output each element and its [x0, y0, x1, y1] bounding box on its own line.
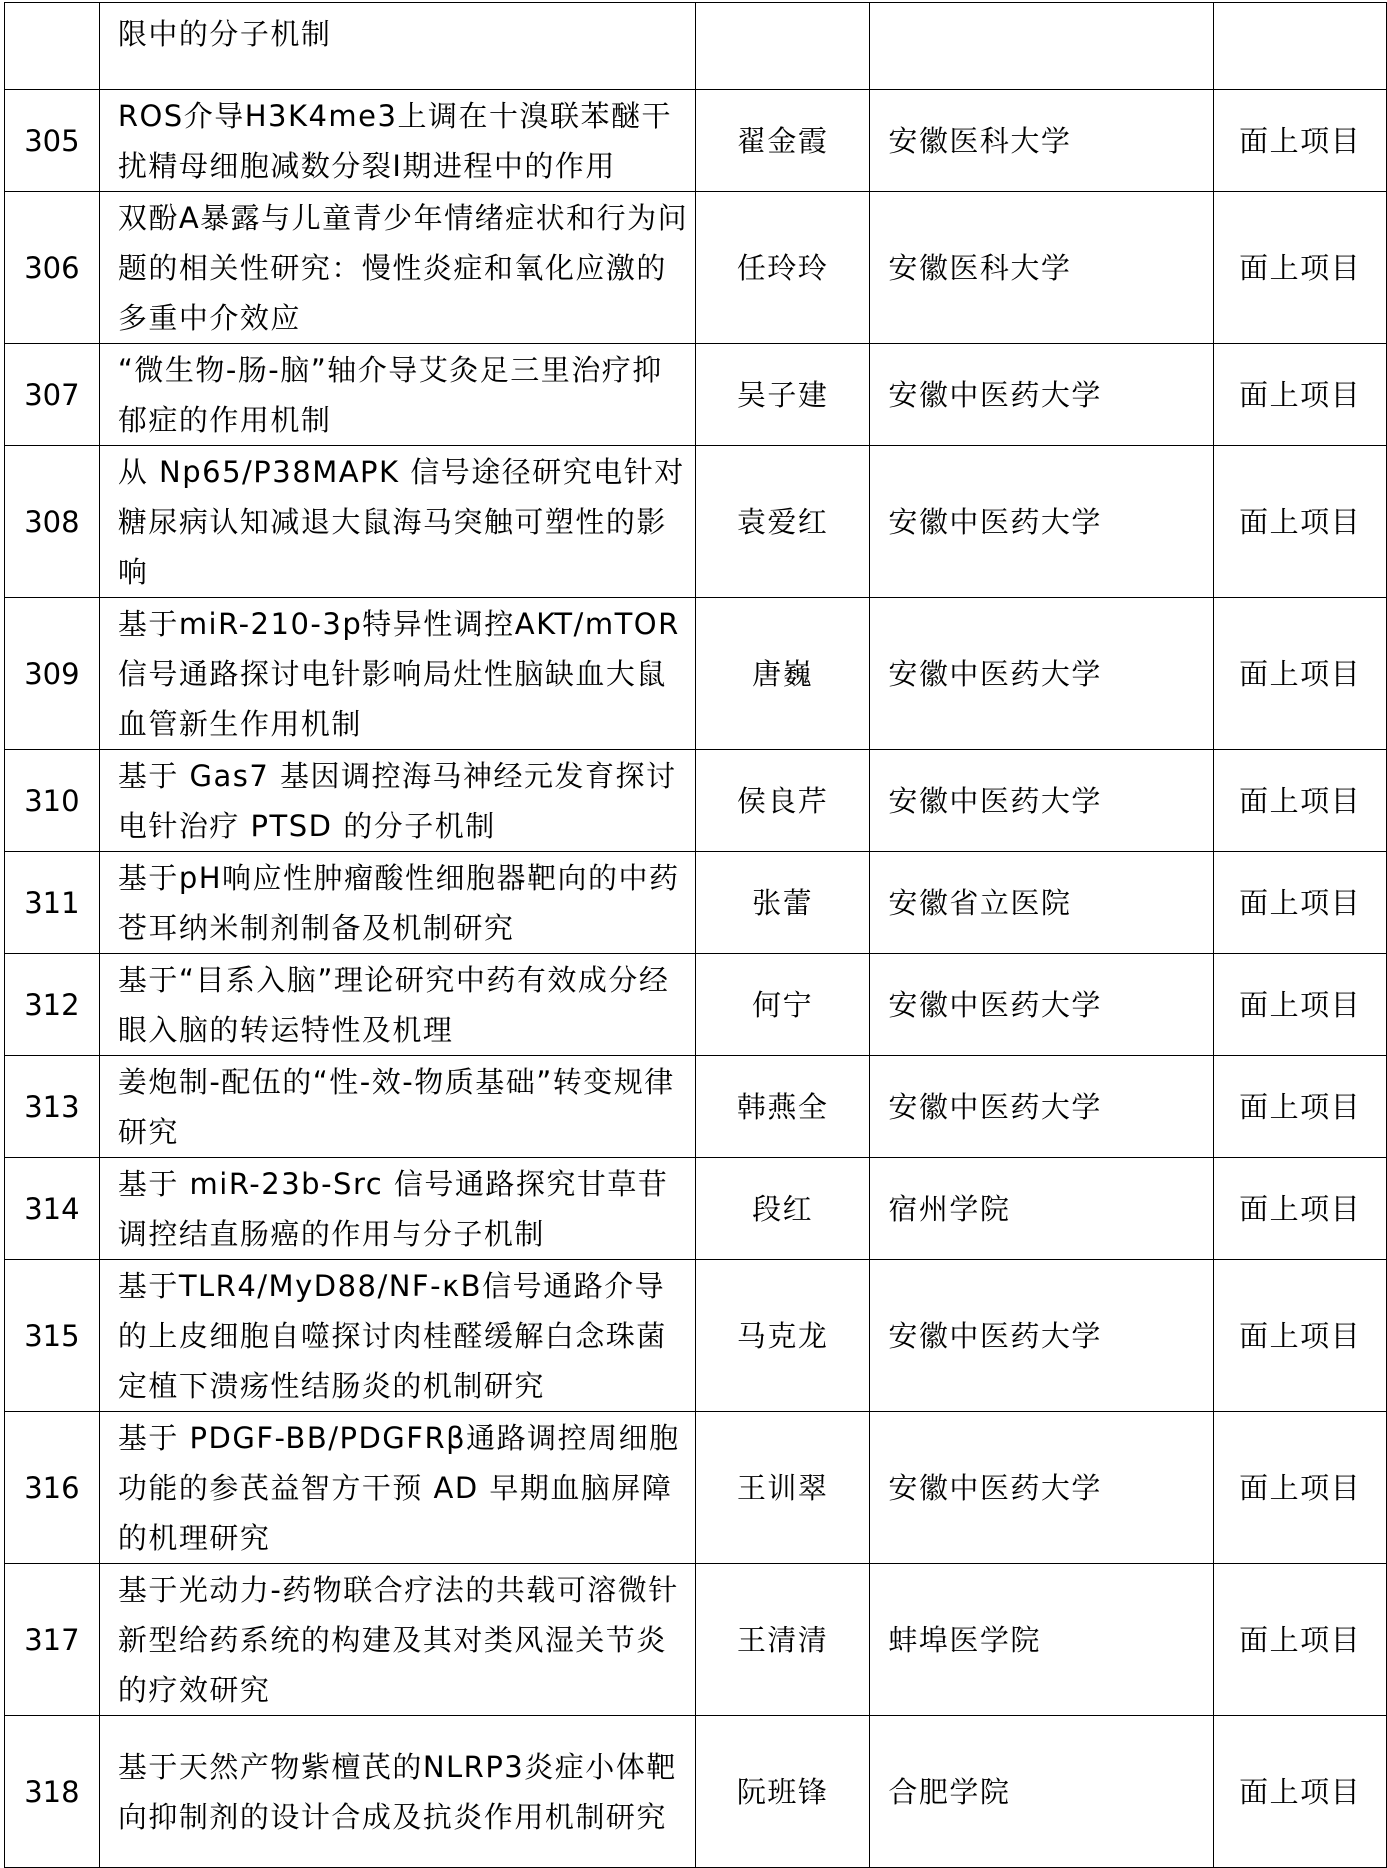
project-title-cell: 从 Np65/P38MAPK 信号途径研究电针对糖尿病认知减退大鼠海马突触可塑性的影响: [99, 446, 695, 598]
institution-cell: 蚌埠医学院: [870, 1564, 1214, 1716]
project-number-cell: 309: [5, 598, 100, 750]
project-title-cell: 限中的分子机制: [99, 3, 695, 90]
project-type-cell: 面上项目: [1214, 344, 1387, 446]
institution-cell: 合肥学院: [870, 1716, 1214, 1868]
project-leader-cell: 任玲玲: [695, 192, 870, 344]
table-row: [5, 750, 1387, 852]
project-type-cell: 面上项目: [1214, 1158, 1387, 1260]
project-number-cell: 311: [5, 852, 100, 954]
project-type-cell: [1214, 3, 1387, 90]
project-leader-cell: 吴子建: [695, 344, 870, 446]
institution-cell: 安徽中医药大学: [870, 598, 1214, 750]
institution-cell: 安徽中医药大学: [870, 1056, 1214, 1158]
project-leader-cell: 阮班锋: [695, 1716, 870, 1868]
project-title-cell: 基于天然产物紫檀芪的NLRP3炎症小体靶向抑制剂的设计合成及抗炎作用机制研究: [99, 1716, 695, 1868]
project-list-table: [4, 2, 1387, 1868]
project-leader-cell: 唐巍: [695, 598, 870, 750]
project-title-cell: 基于 Gas7 基因调控海马神经元发育探讨电针治疗 PTSD 的分子机制: [99, 750, 695, 852]
project-leader-cell: 张蕾: [695, 852, 870, 954]
institution-cell: 安徽中医药大学: [870, 446, 1214, 598]
project-number-cell: 313: [5, 1056, 100, 1158]
project-number-cell: 306: [5, 192, 100, 344]
project-leader-cell: 韩燕全: [695, 1056, 870, 1158]
project-number-cell: 318: [5, 1716, 100, 1868]
project-number-cell: 316: [5, 1412, 100, 1564]
project-number-cell: 310: [5, 750, 100, 852]
project-title-cell: 基于TLR4/MyD88/NF-κB信号通路介导的上皮细胞自噬探讨肉桂醛缓解白念珠菌定植下溃疡性结肠炎的机制研究: [99, 1260, 695, 1412]
project-number-cell: 312: [5, 954, 100, 1056]
project-number-cell: 305: [5, 90, 100, 192]
project-title-cell: 基于“目系入脑”理论研究中药有效成分经眼入脑的转运特性及机理: [99, 954, 695, 1056]
project-title-cell: 姜炮制-配伍的“性-效-物质基础”转变规律研究: [99, 1056, 695, 1158]
project-type-cell: 面上项目: [1214, 192, 1387, 344]
project-leader-cell: 何宁: [695, 954, 870, 1056]
project-type-cell: 面上项目: [1214, 852, 1387, 954]
project-leader-cell: 王训翠: [695, 1412, 870, 1564]
project-title-cell: 基于miR-210-3p特异性调控AKT/mTOR信号通路探讨电针影响局灶性脑缺血大鼠血管新生作用机制: [99, 598, 695, 750]
table-row: [5, 1260, 1387, 1412]
table-row: [5, 1056, 1387, 1158]
project-leader-cell: 翟金霞: [695, 90, 870, 192]
project-number-cell: 308: [5, 446, 100, 598]
project-number-cell: 314: [5, 1158, 100, 1260]
project-number-cell: [5, 3, 100, 90]
project-leader-cell: 袁爱红: [695, 446, 870, 598]
table-row: [5, 598, 1387, 750]
project-number-cell: 307: [5, 344, 100, 446]
institution-cell: 安徽中医药大学: [870, 954, 1214, 1056]
table-row: [5, 90, 1387, 192]
project-type-cell: 面上项目: [1214, 1564, 1387, 1716]
table-row: [5, 344, 1387, 446]
project-type-cell: 面上项目: [1214, 1056, 1387, 1158]
project-type-cell: 面上项目: [1214, 1412, 1387, 1564]
project-number-cell: 317: [5, 1564, 100, 1716]
project-title-cell: 双酚A暴露与儿童青少年情绪症状和行为问题的相关性研究：慢性炎症和氧化应激的多重中介效应: [99, 192, 695, 344]
project-title-cell: “微生物-肠-脑”轴介导艾灸足三里治疗抑郁症的作用机制: [99, 344, 695, 446]
institution-cell: 安徽医科大学: [870, 90, 1214, 192]
project-number-cell: 315: [5, 1260, 100, 1412]
institution-cell: 安徽中医药大学: [870, 1412, 1214, 1564]
institution-cell: 安徽省立医院: [870, 852, 1214, 954]
table-row: [5, 954, 1387, 1056]
project-title-cell: 基于 miR-23b-Src 信号通路探究甘草苷调控结直肠癌的作用与分子机制: [99, 1158, 695, 1260]
project-leader-cell: 段红: [695, 1158, 870, 1260]
project-type-cell: 面上项目: [1214, 1260, 1387, 1412]
institution-cell: [870, 3, 1214, 90]
table-row: [5, 1716, 1387, 1868]
project-title-cell: 基于光动力-药物联合疗法的共载可溶微针新型给药系统的构建及其对类风湿关节炎的疗效研究: [99, 1564, 695, 1716]
institution-cell: 安徽中医药大学: [870, 750, 1214, 852]
project-leader-cell: 侯良芹: [695, 750, 870, 852]
institution-cell: 安徽医科大学: [870, 192, 1214, 344]
institution-cell: 宿州学院: [870, 1158, 1214, 1260]
table-row: [5, 1158, 1387, 1260]
table-row-continued: [5, 3, 1387, 90]
institution-cell: 安徽中医药大学: [870, 1260, 1214, 1412]
table-row: [5, 852, 1387, 954]
project-title-cell: 基于pH响应性肿瘤酸性细胞器靶向的中药苍耳纳米制剂制备及机制研究: [99, 852, 695, 954]
table-row: [5, 1412, 1387, 1564]
project-type-cell: 面上项目: [1214, 750, 1387, 852]
project-type-cell: 面上项目: [1214, 90, 1387, 192]
project-type-cell: 面上项目: [1214, 1716, 1387, 1868]
project-title-cell: ROS介导H3K4me3上调在十溴联苯醚干扰精母细胞减数分裂I期进程中的作用: [99, 90, 695, 192]
table-row: [5, 1564, 1387, 1716]
project-type-cell: 面上项目: [1214, 954, 1387, 1056]
table-row: [5, 192, 1387, 344]
project-leader-cell: 马克龙: [695, 1260, 870, 1412]
project-type-cell: 面上项目: [1214, 446, 1387, 598]
table-row: [5, 446, 1387, 598]
project-type-cell: 面上项目: [1214, 598, 1387, 750]
project-leader-cell: 王清清: [695, 1564, 870, 1716]
project-title-cell: 基于 PDGF-BB/PDGFRβ通路调控周细胞功能的参芪益智方干预 AD 早期血脑屏障的机理研究: [99, 1412, 695, 1564]
institution-cell: 安徽中医药大学: [870, 344, 1214, 446]
project-leader-cell: [695, 3, 870, 90]
